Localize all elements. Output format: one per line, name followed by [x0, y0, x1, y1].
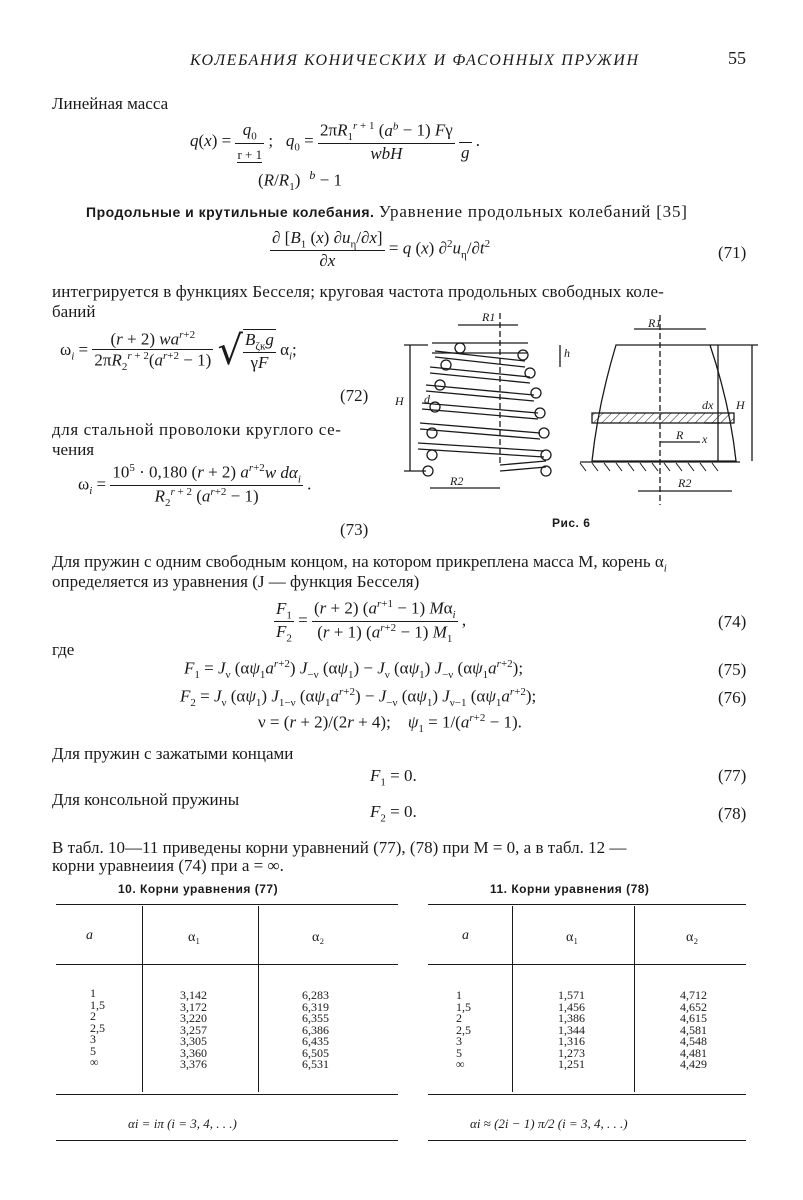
table11-footer: αi ≈ (2i − 1) π/2 (i = 3, 4, . . .) [470, 1116, 628, 1131]
table11-a-4: 3 [456, 1034, 462, 1048]
table10-alpha1-3: 3,257 [180, 1022, 207, 1037]
table11-end-rule [428, 1140, 746, 1141]
table10-body-vline-2 [258, 984, 259, 1092]
fig-label-hh: h [564, 346, 570, 360]
fig-label-r2: R2 [450, 474, 464, 488]
table11-vline-1 [512, 906, 513, 990]
table10-alpha2-3: 6,386 [302, 1022, 329, 1037]
table11-alpha2-6: 4,429 [680, 1057, 707, 1071]
eqno-75: (75) [718, 660, 747, 679]
table11-body-vline-2 [634, 984, 635, 1092]
table10-alpha1-0: 3,142 [180, 988, 207, 1002]
table11-alpha1-6: 1,251 [558, 1057, 585, 1071]
table10-bottom-rule [56, 1094, 398, 1095]
table11-a-0: 1 [456, 988, 462, 1002]
figure-caption: Рис. 6 [552, 516, 591, 530]
steel-text-1: для стальной проволоки круглого се- [52, 420, 342, 439]
eqno-78: (78) [718, 804, 747, 823]
fig-label-d: d [424, 392, 430, 406]
table11-alpha1-5: 1,273 [558, 1045, 585, 1060]
running-title: КОЛЕБАНИЯ КОНИЧЕСКИХ И ФАСОННЫХ ПРУЖИН [190, 52, 640, 69]
table10-header-a: a [86, 928, 93, 943]
equation-76: $F_2 = J_\nu$ $(\alpha\psi_1)$ $J_{1-\nu}$ $(\alpha\psi_1a^{r+2}) - J_{-\nu}$ $(\alpha\psi_1)$ $J_{\nu-1}$ $(\alpha\psi_1a^{r+2})$; [180, 686, 537, 710]
table11-alpha1-4: 1,316 [558, 1034, 585, 1048]
equation-75: $F_1 = J_\nu$ $(\alpha\psi_1a^{r+2})$ $J_{-\nu}$ $(\alpha\psi_1) - J_\nu$ $(\alpha\psi_1)$ $J_{-\nu}$ $(\alpha\psi_1a^{r+2})$; [184, 658, 524, 682]
table10-alpha2-5: 6,505 [302, 1045, 329, 1060]
fig-label-r1: R1 [482, 310, 496, 324]
table11-body-vline-1 [512, 984, 513, 1092]
table11-alpha1-1: 1,456 [558, 999, 585, 1014]
fig-label-r2-cone: R2 [678, 476, 692, 490]
table10-alpha2-1: 6,319 [302, 999, 329, 1014]
table10-a-6: ∞ [90, 1055, 99, 1069]
eqno-76: (76) [718, 688, 747, 707]
table11-a-1: 1,5 [456, 999, 471, 1014]
table10-alpha1-4: 3,305 [180, 1034, 207, 1048]
equation-77: $F_1 = 0$. [370, 766, 417, 789]
figure-6 [380, 305, 760, 505]
table10-body-vline-1 [142, 984, 143, 1092]
section-lead: Уравнение продольных колебаний [35] [378, 202, 688, 221]
table10-header-rule [56, 964, 398, 965]
table11-vline-2 [634, 906, 635, 990]
table10-vline-1 [142, 906, 143, 990]
table11-a-6: ∞ [456, 1057, 465, 1071]
fig-label-dx: dx [702, 398, 714, 412]
eq-linear-mass-den: $(R/R_1)$ $^b$ − 1 [258, 168, 342, 194]
mass-text-2: определяется из уравнения (J — функция Бесселя) [52, 572, 420, 591]
mass-text-1-content: Для пружин с одним свободным концом, на котором прикреплена масса M, корень α [52, 552, 664, 571]
table10-footer: αi = iπ (i = 3, 4, . . .) [128, 1116, 237, 1131]
equation-nu-psi: ν = (r + 2)/(2r + 4); $\psi_1 = 1/(a^{r+2} - 1)$. [258, 712, 522, 736]
table11-alpha2-5: 4,481 [680, 1045, 707, 1060]
fig-label-h: H [395, 394, 404, 408]
table10-alpha2-2: 6,355 [302, 1011, 329, 1025]
table10-top-rule [56, 904, 398, 905]
table11-alpha2-4: 4,548 [680, 1034, 707, 1048]
table10-header-alpha2: α₂ [312, 930, 325, 945]
table10-a-4: 3 [90, 1032, 96, 1046]
table10-alpha2-0: 6,283 [302, 988, 329, 1002]
table11-bottom-rule [428, 1094, 746, 1095]
bessel-text-1: интегрируется в функциях Бесселя; круговая частота продольных свободных коле- [52, 282, 664, 301]
table11-alpha1-3: 1,344 [558, 1022, 585, 1037]
table10-a-2: 2 [90, 1009, 96, 1023]
table11-alpha1-2: 1,386 [558, 1011, 585, 1025]
table10-a-0: 1 [90, 986, 96, 1000]
equation-78: $F_2 = 0$. [370, 802, 417, 825]
table11-col-alpha1 [558, 990, 585, 1071]
fig-label-r: R [676, 428, 684, 442]
table10-vline-2 [258, 906, 259, 990]
section-heading: Продольные и крутильные колебания. [86, 204, 375, 220]
fig-label-r1-cone: R1 [648, 316, 662, 330]
table11-header-alpha1: α₁ [566, 930, 579, 945]
eqno-77: (77) [718, 766, 747, 785]
table10-alpha1-6: 3,376 [180, 1057, 207, 1071]
table10-alpha1-1: 3,172 [180, 999, 207, 1014]
mass-text-1: Для пружин с одним свободным концом, на котором прикреплена масса M, корень $\alpha_i$ [52, 552, 667, 575]
equation-71: $\frac{\partial [B_1 (x) \partial u_\eta/\partial x]}{\partial x}$ = q (x) $\partial^2u_\eta/\partial t^2$ [272, 228, 491, 271]
table11-col-alpha2 [680, 990, 707, 1071]
where-label: где [52, 640, 75, 659]
table10-col-a [90, 988, 105, 1069]
table10-alpha2-4: 6,435 [302, 1034, 329, 1048]
table10-title: 10. Корни уравнения (77) [118, 882, 279, 896]
table10-end-rule [56, 1140, 398, 1141]
eqno-72: (72) [340, 386, 369, 405]
table10-col-alpha1 [180, 990, 207, 1071]
equation-linear-mass: q(x) = $\frac{q_0}{r + 1}$ ; $q_0$ = $\frac{2\pi R_1^{r + 1} (a^b - 1) F\gamma}{\text{wbH}}$ g . [190, 120, 481, 164]
table10-col-alpha2 [302, 990, 329, 1071]
table11-header-rule [428, 964, 746, 965]
table11-a-5: 5 [456, 1045, 462, 1060]
tables-text-1: В табл. 10—11 приведены корни уравнений (77), (78) при M = 0, а в табл. 12 — [52, 838, 627, 857]
table11-a-3: 2,5 [456, 1022, 471, 1037]
table10-header-alpha1: α₁ [188, 930, 201, 945]
table10-alpha2-6: 6,531 [302, 1057, 329, 1071]
table11-alpha2-1: 4,652 [680, 999, 707, 1014]
table10-a-3: 2,5 [90, 1020, 105, 1035]
eqno-73: (73) [340, 520, 369, 539]
table11-header-alpha2: α₂ [686, 930, 699, 945]
table10-a-1: 1,5 [90, 997, 105, 1012]
table11-alpha2-0: 4,712 [680, 988, 707, 1002]
page-number: 55 [728, 48, 746, 68]
equation-73: $\omega_i$ = $\frac{10^5 \cdot 0,180 (r + 2) a^{r+2}w d\alpha_i}{R_2^{r + 2} (a^{r+2} - 1)}$ . [78, 462, 312, 510]
fig-label-x: x [702, 432, 708, 446]
table11-header-a: a [462, 928, 469, 943]
clamped-text: Для пружин с зажатыми концами [52, 744, 294, 763]
table11-a-2: 2 [456, 1011, 462, 1025]
tables-text-2: корни уравнеиия (74) при a = ∞. [52, 856, 284, 875]
table11-alpha1-0: 1,571 [558, 988, 585, 1002]
equation-74: $\frac{F_1}{F_2}$ = $\frac{(r + 2) (a^{r+1} - 1) M\alpha_i}{(r + 1) (a^{r+2} - 1) M_1}$ , [276, 598, 467, 646]
table11-title: 11. Корни уравнения (78) [490, 882, 650, 896]
table10-alpha1-2: 3,220 [180, 1011, 207, 1025]
bessel-text-2: баний [52, 302, 96, 321]
cantilever-text: Для консольной пружины [52, 790, 240, 809]
equation-72: $\omega_i$ = $\frac{(r + 2) wa^{r+2}}{2\pi R_2^{r + 2}(a^{r+2} - 1)}$ √ $\frac{B_{\zeta к}g}{\gamma F}$ $\alpha_i$; [60, 328, 297, 374]
table11-top-rule [428, 904, 746, 905]
steel-text-2: чения [52, 440, 95, 459]
table11-col-a [456, 990, 471, 1071]
table10-alpha1-5: 3,360 [180, 1045, 207, 1060]
table10-a-5: 5 [90, 1043, 96, 1058]
table11-alpha2-3: 4,581 [680, 1022, 707, 1037]
table11-alpha2-2: 4,615 [680, 1011, 707, 1025]
eqno-74: (74) [718, 612, 747, 631]
linear-mass-label: Линейная масса [52, 94, 169, 113]
eqno-71: (71) [718, 243, 747, 262]
fig-label-h-cone: H [736, 398, 745, 412]
section-heading-line [86, 202, 688, 222]
